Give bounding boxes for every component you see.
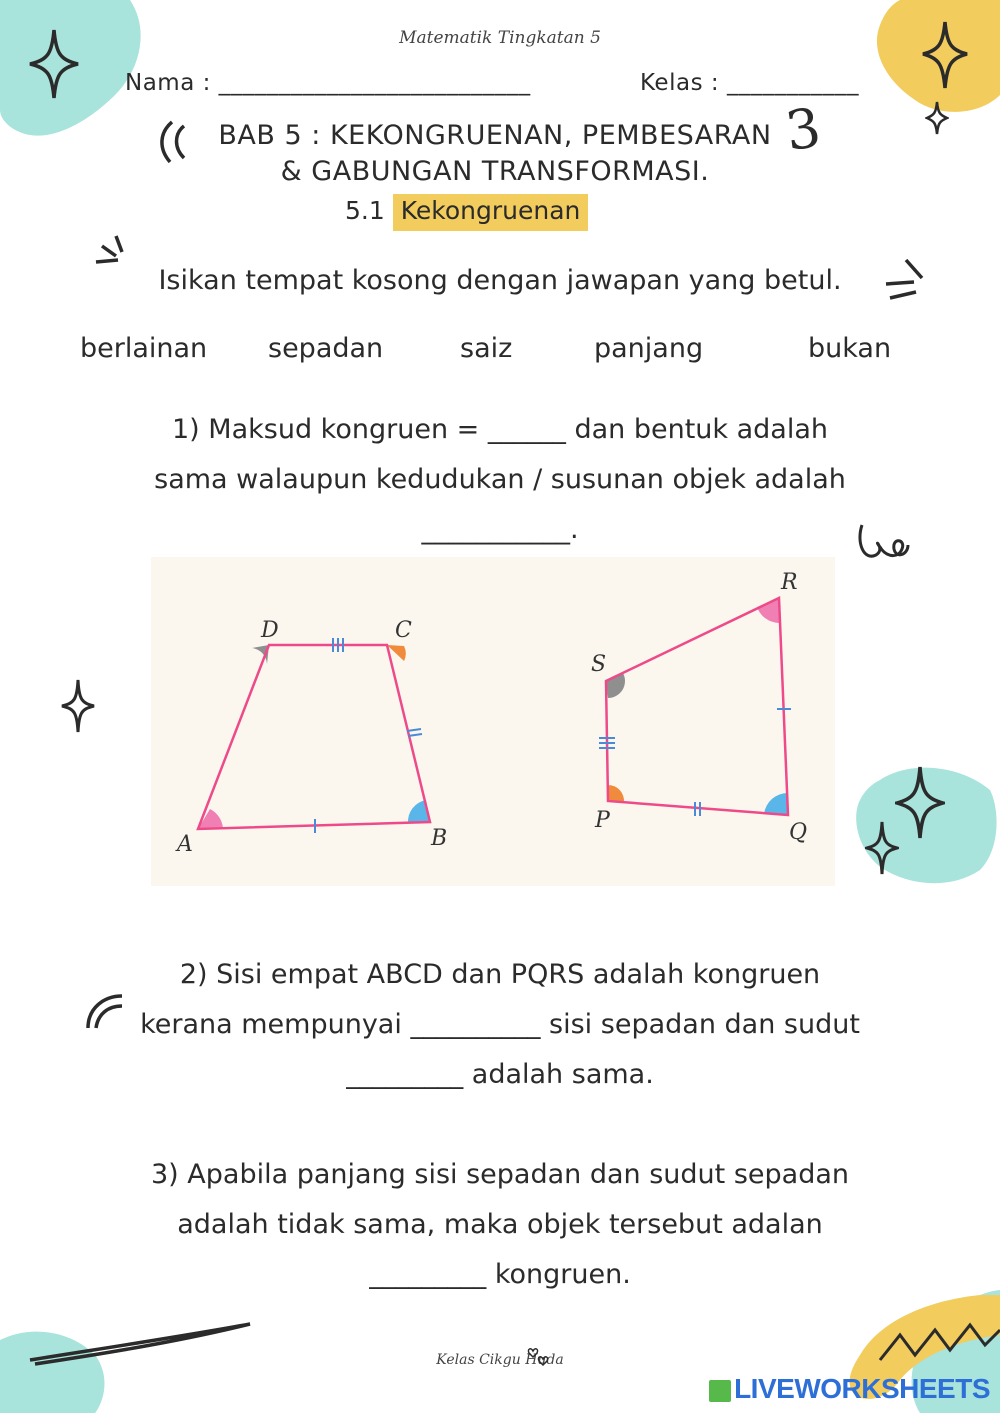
quadrilateral-abcd	[198, 645, 430, 829]
logo-mark-icon	[709, 1380, 731, 1402]
question-1	[0, 405, 1000, 555]
chapter-number-mark: 3	[781, 95, 825, 164]
quadrilaterals-figure	[151, 557, 835, 886]
question-1-blank-2[interactable]: ___________.	[421, 514, 579, 545]
name-label: Nama :	[125, 70, 211, 96]
tick-marks-left	[315, 638, 422, 833]
footer-credit: Kelas Cikgu Huda	[436, 1352, 564, 1368]
section-title: Kekongruenan	[393, 194, 589, 231]
word-bank-item[interactable]: panjang	[594, 333, 704, 364]
class-row	[640, 70, 859, 96]
name-field[interactable]: __________________________	[218, 70, 531, 96]
brand-text: LIVEWORKSHEETS	[734, 1373, 990, 1404]
question-1-text: 1) Maksud kongruen =	[172, 414, 480, 445]
chapter-title-line2: & GABUNGAN TRANSFORMASI.	[280, 156, 710, 187]
word-bank-item[interactable]: bukan	[808, 333, 892, 364]
word-bank-item[interactable]: berlainan	[80, 333, 208, 364]
question-1-line2: sama walaupun kedudukan / susunan objek adalah	[154, 464, 846, 495]
vertex-label-p: P	[595, 808, 610, 833]
angle-r	[757, 598, 779, 623]
question-2-blank-1[interactable]: __________	[410, 1010, 541, 1040]
question-3-line3	[0, 1250, 1000, 1300]
question-3	[0, 1150, 1000, 1300]
tick-marks-right	[599, 709, 791, 816]
vertex-label-d: D	[261, 618, 279, 643]
angle-p	[608, 785, 624, 802]
question-2	[0, 950, 1000, 1100]
question-2-line1: 2) Sisi empat ABCD dan PQRS adalah kongruen	[179, 959, 821, 990]
question-3-line2: adalah tidak sama, maka objek tersebut adalan	[177, 1209, 823, 1240]
vertex-label-c: C	[395, 618, 412, 643]
class-field[interactable]: ___________	[726, 70, 859, 96]
sparkle-icon	[60, 678, 96, 734]
question-3-blank[interactable]: _________	[369, 1260, 487, 1290]
section-number: 5.1	[345, 196, 385, 225]
question-1-text: dan bentuk adalah	[574, 414, 828, 445]
sparkle-icon	[925, 100, 949, 136]
word-bank-item[interactable]: sepadan	[268, 333, 384, 364]
question-1-line1	[0, 405, 1000, 455]
question-2-blank-2[interactable]: _________	[346, 1060, 464, 1090]
chapter-title	[200, 118, 790, 190]
sparkle-icon	[865, 820, 899, 876]
name-row	[125, 70, 531, 96]
vertex-label-r: R	[781, 570, 798, 595]
word-bank	[0, 333, 1000, 373]
instruction: Isikan tempat kosong dengan jawapan yang betul.	[158, 265, 842, 296]
question-2-line3	[0, 1050, 1000, 1100]
section-heading	[345, 196, 588, 225]
quadrilateral-pqrs	[606, 598, 788, 815]
question-3-text: kongruen.	[494, 1259, 631, 1290]
vertex-label-q: Q	[789, 820, 808, 845]
bracket-doodle-icon	[150, 118, 190, 166]
congruent-quadrilaterals	[151, 557, 835, 886]
vertex-label-s: S	[591, 652, 607, 677]
word-bank-item[interactable]: saiz	[460, 333, 513, 364]
sparkle-icon	[895, 765, 945, 840]
angle-q	[764, 793, 788, 815]
question-3-line1: 3) Apabila panjang sisi sepadan dan sudut sepadan	[151, 1159, 849, 1190]
vertex-label-b: B	[431, 826, 448, 851]
subject-title: Matematik Tingkatan 5	[399, 28, 601, 48]
question-2-line2	[0, 1000, 1000, 1050]
vertex-label-a: A	[177, 832, 193, 857]
class-label: Kelas :	[640, 70, 720, 96]
liveworksheets-logo[interactable]	[709, 1373, 990, 1405]
hearts-icon	[527, 1345, 551, 1375]
question-2-text: sisi sepadan dan sudut	[549, 1009, 860, 1040]
chapter-title-line1: BAB 5 : KEKONGRUENAN, PEMBESARAN	[218, 120, 772, 151]
question-2-text: adalah sama.	[471, 1059, 654, 1090]
question-1-blank-1[interactable]: ______	[487, 415, 566, 445]
question-2-text: kerana mempunyai	[140, 1009, 402, 1040]
